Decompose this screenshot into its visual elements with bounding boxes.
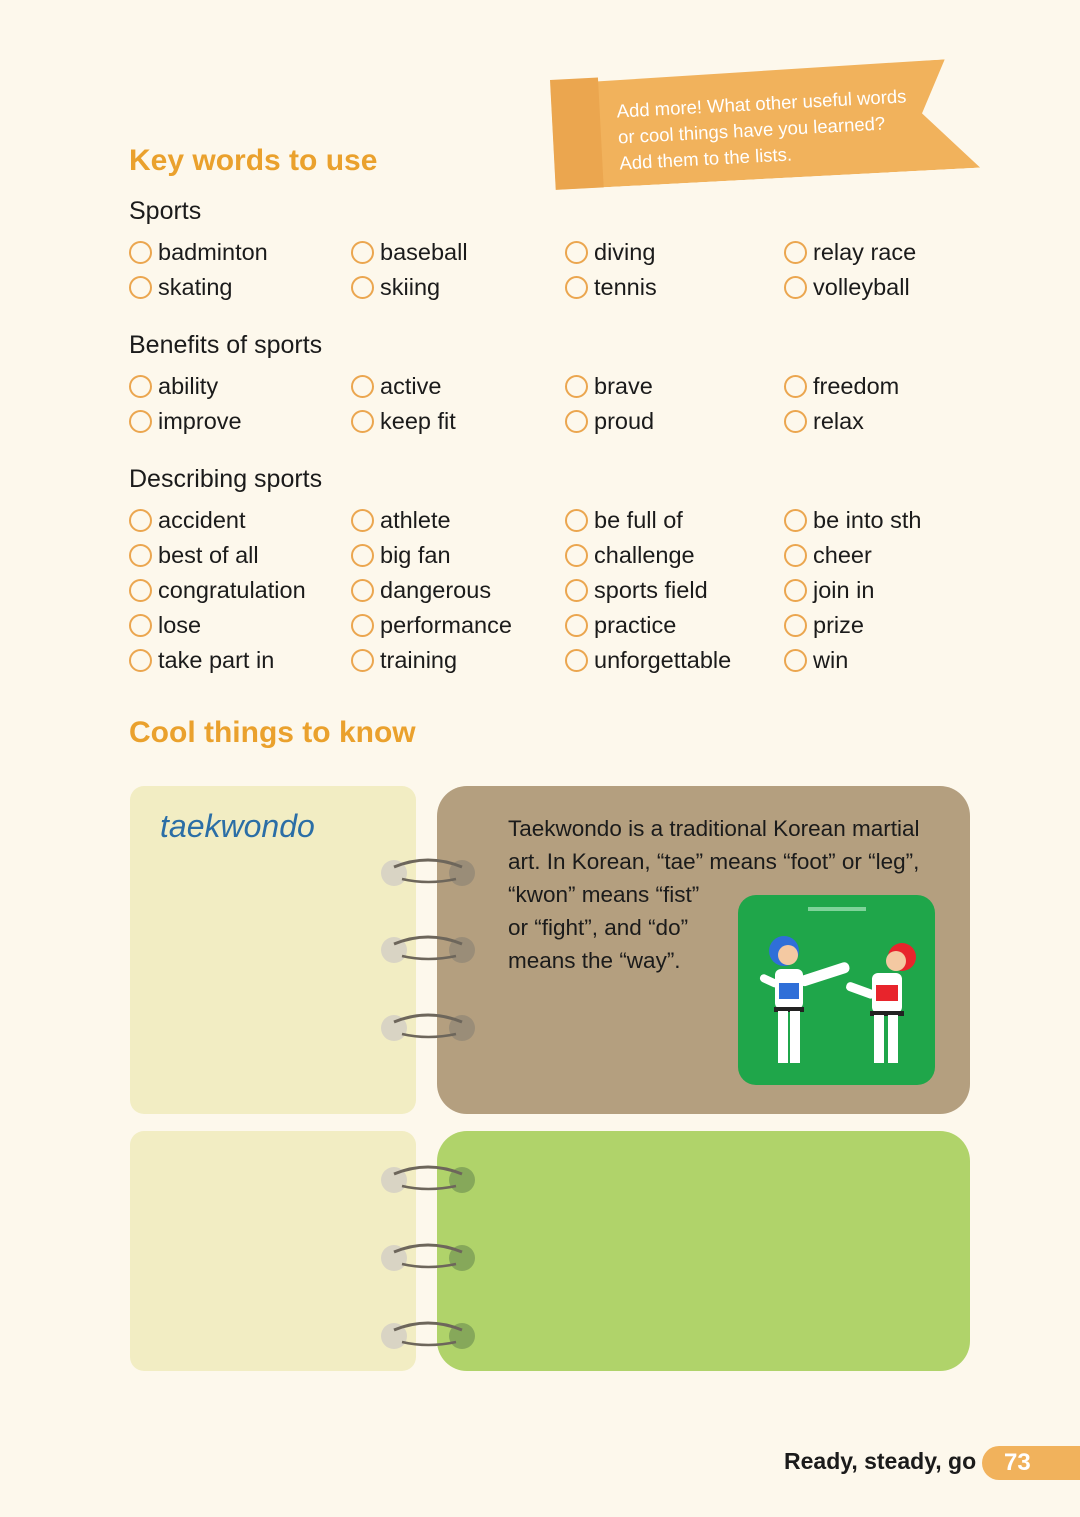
word-item[interactable]: diving (565, 238, 784, 266)
word-item[interactable]: skiing (351, 273, 565, 301)
word-list-sports (129, 238, 984, 301)
checkbox-circle-icon[interactable] (565, 375, 588, 398)
checkbox-circle-icon[interactable] (351, 649, 374, 672)
note-line: Taekwondo is a traditional Korean martial (508, 816, 920, 841)
checkbox-circle-icon[interactable] (565, 544, 588, 567)
banner-line: Add them to the lists. (618, 143, 793, 174)
word-item[interactable]: relax (784, 407, 984, 435)
checkbox-circle-icon[interactable] (351, 241, 374, 264)
spiral-ring-icon (378, 1318, 478, 1354)
word-item[interactable]: be into sth (784, 506, 984, 534)
add-more-banner (550, 58, 980, 190)
checkbox-circle-icon[interactable] (351, 509, 374, 532)
checkbox-circle-icon[interactable] (129, 509, 152, 532)
word-item[interactable]: badminton (129, 238, 351, 266)
checkbox-circle-icon[interactable] (784, 375, 807, 398)
checkbox-circle-icon[interactable] (351, 544, 374, 567)
note-title: taekwondo (160, 808, 315, 844)
word-item[interactable]: relay race (784, 238, 984, 266)
checkbox-circle-icon[interactable] (565, 649, 588, 672)
spiral-ring-icon (378, 1240, 478, 1276)
checkbox-circle-icon[interactable] (565, 614, 588, 637)
checkbox-circle-icon[interactable] (565, 410, 588, 433)
banner-line: Add more! What other useful words (616, 85, 907, 122)
word-item[interactable]: congratulation (129, 576, 351, 604)
word-item[interactable]: accident (129, 506, 351, 534)
word-item[interactable]: big fan (351, 541, 565, 569)
blank-note-left-page[interactable] (130, 1131, 416, 1371)
checkbox-circle-icon[interactable] (784, 276, 807, 299)
checkbox-circle-icon[interactable] (129, 544, 152, 567)
key-words-heading: Key words to use (129, 144, 378, 177)
word-item[interactable]: freedom (784, 372, 984, 400)
section-title-describing: Describing sports (129, 465, 323, 493)
word-item[interactable]: improve (129, 407, 351, 435)
checkbox-circle-icon[interactable] (129, 241, 152, 264)
word-item[interactable]: ability (129, 372, 351, 400)
word-item[interactable]: best of all (129, 541, 351, 569)
note-line: means the “way”. (508, 948, 681, 973)
word-item[interactable]: brave (565, 372, 784, 400)
word-list-benefits (129, 372, 984, 435)
taekwondo-illustration (738, 895, 935, 1085)
section-title-benefits: Benefits of sports (129, 331, 323, 359)
word-item[interactable]: dangerous (351, 576, 565, 604)
spiral-ring-icon (378, 855, 478, 891)
word-item[interactable]: training (351, 646, 565, 674)
word-item[interactable]: tennis (565, 273, 784, 301)
word-item[interactable]: prize (784, 611, 984, 639)
word-item[interactable]: win (784, 646, 984, 674)
checkbox-circle-icon[interactable] (351, 614, 374, 637)
spiral-ring-icon (378, 1010, 478, 1046)
footer-title: Ready, steady, go (784, 1448, 977, 1474)
checkbox-circle-icon[interactable] (129, 375, 152, 398)
word-item[interactable]: skating (129, 273, 351, 301)
word-item[interactable]: proud (565, 407, 784, 435)
word-item[interactable]: join in (784, 576, 984, 604)
word-item[interactable]: be full of (565, 506, 784, 534)
word-item[interactable]: lose (129, 611, 351, 639)
checkbox-circle-icon[interactable] (351, 276, 374, 299)
checkbox-circle-icon[interactable] (565, 579, 588, 602)
blank-note-right-page[interactable] (437, 1131, 970, 1371)
taekwondo-fighters-icon (738, 895, 935, 1085)
checkbox-circle-icon[interactable] (351, 579, 374, 602)
spiral-ring-icon (378, 1162, 478, 1198)
word-item[interactable]: keep fit (351, 407, 565, 435)
checkbox-circle-icon[interactable] (129, 614, 152, 637)
note-line: “kwon” means “fist” (508, 882, 700, 907)
checkbox-circle-icon[interactable] (784, 241, 807, 264)
word-item[interactable]: challenge (565, 541, 784, 569)
checkbox-circle-icon[interactable] (784, 509, 807, 532)
checkbox-circle-icon[interactable] (565, 241, 588, 264)
word-list-describing (129, 506, 984, 674)
word-item[interactable]: practice (565, 611, 784, 639)
word-item[interactable]: sports field (565, 576, 784, 604)
checkbox-circle-icon[interactable] (129, 649, 152, 672)
checkbox-circle-icon[interactable] (784, 579, 807, 602)
page-number: 73 (982, 1446, 1080, 1480)
cool-things-heading: Cool things to know (129, 716, 416, 749)
note-line: or “fight”, and “do” (508, 915, 689, 940)
checkbox-circle-icon[interactable] (784, 544, 807, 567)
checkbox-circle-icon[interactable] (351, 410, 374, 433)
word-item[interactable]: athlete (351, 506, 565, 534)
checkbox-circle-icon[interactable] (129, 276, 152, 299)
section-title-sports: Sports (129, 197, 202, 225)
word-item[interactable]: unforgettable (565, 646, 784, 674)
banner-tape (550, 77, 604, 189)
checkbox-circle-icon[interactable] (784, 410, 807, 433)
word-item[interactable]: baseball (351, 238, 565, 266)
checkbox-circle-icon[interactable] (784, 649, 807, 672)
word-item[interactable]: cheer (784, 541, 984, 569)
checkbox-circle-icon[interactable] (565, 509, 588, 532)
checkbox-circle-icon[interactable] (129, 579, 152, 602)
checkbox-circle-icon[interactable] (565, 276, 588, 299)
banner-line: or cool things have you learned? (617, 112, 886, 148)
word-item[interactable]: active (351, 372, 565, 400)
checkbox-circle-icon[interactable] (129, 410, 152, 433)
note-line: art. In Korean, “tae” means “foot” or “leg”, (508, 849, 920, 874)
word-item[interactable]: volleyball (784, 273, 984, 301)
word-item[interactable]: take part in (129, 646, 351, 674)
spiral-ring-icon (378, 932, 478, 968)
word-item[interactable]: performance (351, 611, 565, 639)
checkbox-circle-icon[interactable] (784, 614, 807, 637)
checkbox-circle-icon[interactable] (351, 375, 374, 398)
